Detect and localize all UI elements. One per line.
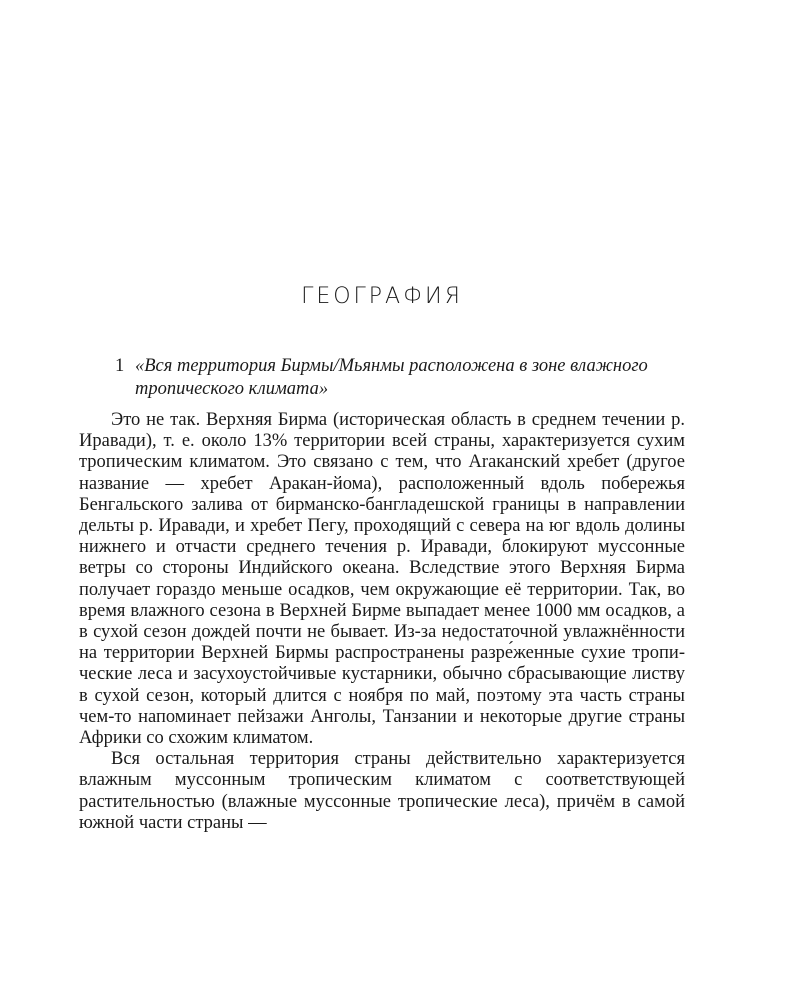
- myth-number: 1: [115, 356, 125, 376]
- body-text: [79, 410, 685, 834]
- myth-statement: «Вся территория Бирмы/Мьянмы расположена в зоне влажного тропического климата»: [135, 356, 648, 399]
- paragraph: Это не так. Верхняя Бирма (историческая область в среднем течении р. Иравади), т. е. около 13% территории всей страны, характеризуется сухим тропическим климатом. Это связано с тем, что Araканский хребет (другое название — хребет Аракан-йома), расположенный вдоль побережья Бенгальского залива от бирманско-бангладешской границы в направлении дельты р. Иравади, и хребет Пегу, проходящий с севера на юг вдоль долины нижнего и отчасти среднего течения р. Иравади, блокируют муссонные ветры со стороны Индийского океана. Вследствие этого Верхняя Бирма получает гораздо меньше осадков, чем окружающие её территории. Так, во время влажного сезона в Верхней Бирме выпадает менее 1000 мм осадков, а в сухой сезон дождей почти не бывает. Из-за недостаточной увлажнённости на территории Верхней Бирмы распространены разре́женные сухие тропические леса и засухоустойчивые кустарники, обычно сбрасывающие листву в сухой сезон, который длится с ноября по май, поэтому эта часть страны чем-то напоминает пейзажи Анголы, Танзании и некоторые другие страны Африки со схожим климатом.: [79, 410, 685, 749]
- book-page: [79, 0, 685, 1000]
- paragraph: Вся остальная территория страны действительно характеризуется влажным муссонным тропическим климатом с соответствующей растительностью (влажные муссонные тропические леса), причём в самой южной части страны —: [79, 749, 685, 833]
- chapter-title: ГЕОГРАФИЯ: [301, 284, 463, 309]
